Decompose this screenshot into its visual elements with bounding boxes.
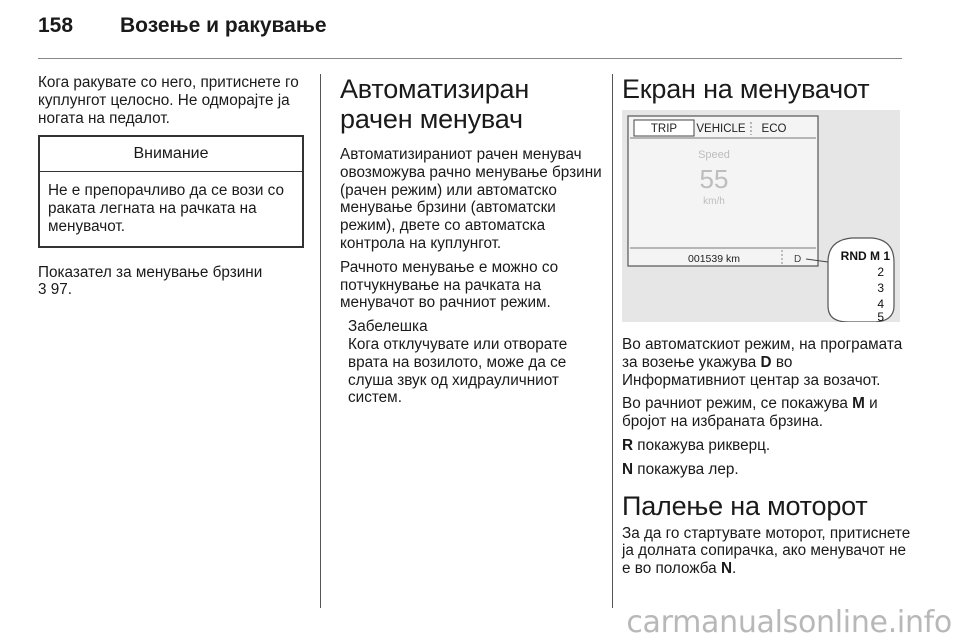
header-rule xyxy=(38,58,902,59)
manual-mode-text-b: и бројот на избраната брзина. xyxy=(622,395,878,431)
column-middle xyxy=(340,74,608,407)
auto-mode-text-b: во Информативниот центар за возачот. xyxy=(622,353,881,389)
section-heading-display: Екран на менувачот xyxy=(622,74,870,104)
auto-mode-paragraph xyxy=(622,336,914,389)
gear-4: 4 xyxy=(877,297,884,311)
manual-mode-symbol: M xyxy=(852,395,865,413)
column-divider-1 xyxy=(320,74,321,608)
speed-label: Speed xyxy=(698,149,730,161)
gear-3: 3 xyxy=(877,281,884,295)
indicator-paragraph xyxy=(38,264,306,300)
auto-mode-text-a: Во автоматскиот режим, на програмата за возење укажува xyxy=(622,336,903,371)
watermark: carmanualsonline.info xyxy=(626,605,952,640)
engine-start-text-b: . xyxy=(732,560,737,578)
page-header xyxy=(38,14,327,54)
reverse-symbol: R xyxy=(622,436,634,454)
amt-paragraph-2: Рачното менување е можно со потчукнување на рачката на менувачот во рачниот режим. xyxy=(340,258,559,312)
instrument-cluster-illustration xyxy=(622,110,900,322)
section-heading-engine-start: Палење на моторот xyxy=(622,490,868,521)
odometer: 001539 km xyxy=(688,253,740,265)
tab-vehicle: VEHICLE xyxy=(696,123,746,135)
gear-2: 2 xyxy=(877,265,884,279)
transmission-display-figure xyxy=(622,110,900,322)
amt-paragraph-1: Автоматизираниот рачен менувач овозможува рачно менување брзини (рачен режим) или автоматско менување брзини (автоматски режим), двете со автоматска контрола на куплунгот. xyxy=(340,146,602,252)
running-title: Возење и ракување xyxy=(120,14,327,37)
speed-value: 55 xyxy=(699,164,729,194)
warning-title: Внимание xyxy=(40,137,302,172)
reverse-paragraph xyxy=(622,437,914,455)
gear-row: RND M 1 xyxy=(840,249,890,263)
gear-5: 5 xyxy=(877,310,884,322)
gear-indicator-small: D xyxy=(794,254,802,265)
tab-eco: ECO xyxy=(761,123,787,135)
note-block xyxy=(348,318,608,407)
warning-box xyxy=(38,135,304,247)
auto-mode-symbol: D xyxy=(760,353,772,371)
section-heading-amt: Автоматизиран рачен менувач xyxy=(340,74,530,134)
tab-trip: TRIP xyxy=(650,123,678,135)
column-left xyxy=(38,74,306,305)
engine-start-symbol: N xyxy=(720,560,732,578)
page-reference-link[interactable]: 3 97. xyxy=(38,281,73,299)
column-right xyxy=(622,74,914,584)
manual-mode-paragraph xyxy=(622,395,914,431)
neutral-text: покажува лер. xyxy=(633,460,739,478)
engine-start-paragraph xyxy=(622,525,914,578)
column-divider-2 xyxy=(612,74,613,608)
speed-unit: km/h xyxy=(703,196,725,207)
note-title: Забелешка xyxy=(348,318,428,336)
manual-mode-text-a: Во рачниот режим, се покажува xyxy=(622,395,853,413)
intro-paragraph: Кога ракувате со него, притиснете го куплунгот целосно. Не одморајте ја ногата на педалот. xyxy=(38,74,299,127)
indicator-text: Показател за менување брзини xyxy=(38,263,263,281)
engine-start-text-a: За да го стартувате моторот, притиснете ја долната сопирачка, ако менувачот не е во положба xyxy=(622,524,911,578)
neutral-paragraph xyxy=(622,461,914,479)
page-number: 158 xyxy=(38,14,74,37)
warning-text: Не е препорачливо да се вози со раката легната на рачката на менувачот. xyxy=(48,182,284,235)
reverse-text: покажува рикверц. xyxy=(633,436,771,454)
neutral-symbol: N xyxy=(622,460,634,478)
note-text: Кога отклучувате или отворате врата на возилото, може да се слуша звук од хидрауличниот систем. xyxy=(348,335,568,407)
